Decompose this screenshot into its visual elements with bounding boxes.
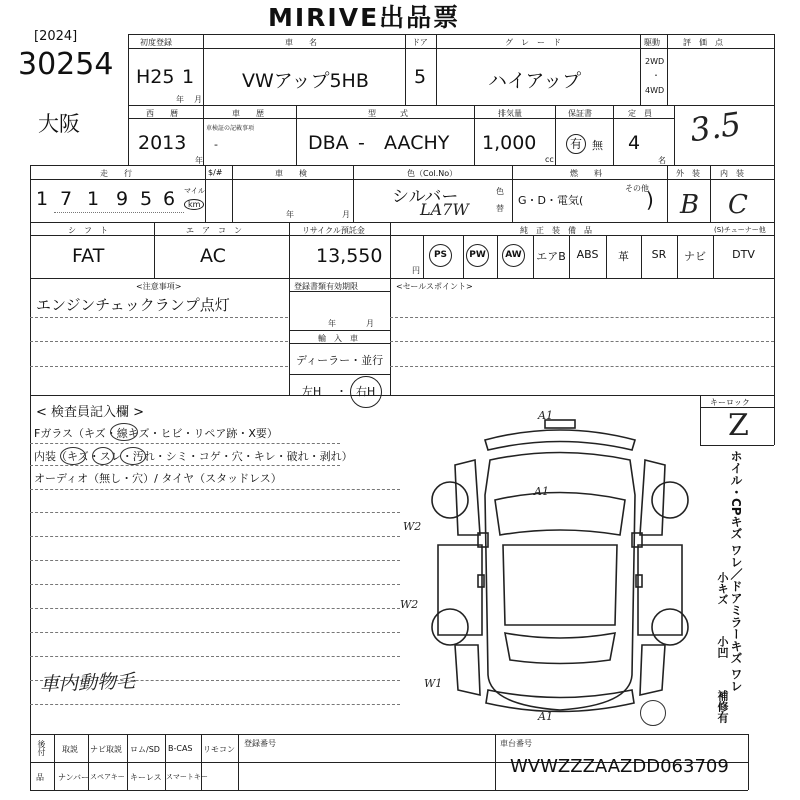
warranty-label: 保証書 — [568, 109, 592, 118]
score-value: 3.5 — [687, 104, 744, 150]
lot-number: 30254 — [18, 47, 114, 82]
equip-navi: ナビ — [684, 250, 706, 263]
model-dash: - — [358, 132, 365, 154]
damage-mark-hood: A1 — [534, 485, 549, 498]
inspector-line-1: Fガラス（キズ・線キズ・ヒビ・リペア跡・X要） — [34, 427, 278, 440]
footer-smart-key: スマートキー — [166, 773, 208, 781]
warranty-no: 無 — [592, 139, 603, 152]
damage-mark-left-rear: W2 — [400, 598, 419, 611]
footer-manual: 取説 — [62, 745, 78, 754]
grade-value: ハイアップ — [488, 70, 582, 92]
model-code: AACHY — [384, 132, 450, 154]
sheet-title: MIRIVE出品票 — [268, 3, 461, 32]
displacement-value: 1,000 — [482, 132, 537, 154]
km-unit: km — [184, 199, 204, 210]
tsuki-label: 月 — [194, 95, 202, 104]
mileage-digit-4: 9 — [116, 188, 129, 210]
extra-label: (S)チューナー他 — [714, 226, 766, 234]
fuel-options: G・D・電気( — [518, 194, 584, 207]
side-legend: ホイル・CPキズ ワレ／ドアミラーキズ ワレ — [729, 450, 743, 692]
mileage-digit-5: 5 — [140, 188, 153, 210]
fuel-close: ) — [646, 188, 654, 212]
score-label: 評 価 点 — [683, 38, 723, 47]
history-label: 車 歴 — [232, 109, 264, 118]
mileage-digit-2: 7 — [60, 188, 73, 210]
history-note: 車検証の記載事項 — [206, 125, 255, 132]
car-name-label: 車 名 — [285, 38, 317, 47]
equip-airbag: エアB — [536, 250, 566, 263]
recycle-label: リサイクル預託金 — [302, 226, 365, 235]
import-dealer: ディーラー・並行 — [296, 354, 384, 367]
doors-label: ドア — [412, 38, 428, 47]
import-label: 輸 入 車 — [318, 334, 358, 343]
shift-value: FAT — [72, 245, 105, 267]
footer-remote: リモコン — [203, 745, 235, 754]
handle-dot: ・ — [336, 385, 347, 398]
inspector-label: < 検査員記入欄 > — [36, 405, 145, 420]
damage-mark-rear-bumper: A1 — [538, 710, 553, 723]
exterior-grade: B — [680, 190, 700, 220]
history-value: - — [214, 138, 218, 151]
shift-label: シ フ ト — [68, 226, 108, 235]
footer-tag-2: 品 — [36, 773, 44, 782]
footer-spare-key: スペアキー — [90, 773, 125, 781]
grade-label: グ レ ー ド — [505, 38, 561, 47]
equip-dtv: DTV — [732, 248, 755, 261]
mileage-label: 走 行 — [100, 169, 132, 178]
handle-right: 右H — [356, 385, 376, 398]
mileage-digit-3: 1 — [87, 188, 100, 210]
key-lock-label: キーロック — [710, 398, 750, 407]
capacity-value: 4 — [628, 132, 641, 154]
color-label: 色（Col.No） — [407, 169, 458, 178]
aircon-value: AC — [200, 245, 226, 267]
aircon-label: エ ア コ ン — [186, 226, 242, 235]
inspection-label: 車 検 — [275, 169, 307, 178]
car-damage-diagram — [400, 405, 720, 735]
seireki-year: 2013 — [138, 132, 187, 154]
genuine-label: 純 正 装 備 品 — [520, 226, 592, 235]
displacement-label: 排気量 — [498, 109, 522, 118]
meter-swap-label: $/# — [208, 168, 223, 177]
caution-text: エンジンチェックランプ点灯 — [36, 296, 230, 314]
side-legend-repaired: 補修有 — [716, 690, 729, 723]
equip-leather: 革 — [618, 250, 629, 263]
warranty-yes: 有 — [566, 134, 586, 154]
side-legend-small-dent: 小凹 — [716, 636, 729, 658]
equip-abs: ABS — [576, 248, 599, 261]
interior-label: 内 装 — [720, 169, 744, 178]
exterior-label: 外 装 — [676, 169, 700, 178]
seireki-label: 西 暦 — [146, 109, 178, 118]
era-year: H25 — [136, 66, 175, 88]
model-prefix: DBA — [308, 132, 349, 154]
mileage-digit-1: 1 — [36, 188, 49, 210]
car-name: VWアップ5HB — [242, 70, 369, 92]
equip-ps: PS — [429, 244, 452, 267]
year-badge: [2024] — [34, 29, 78, 44]
footer-navi-manual: ナビ取説 — [90, 745, 122, 754]
handwritten-note: 車内動物毛 — [39, 670, 136, 696]
sales-point-label: <セールスポイント> — [396, 282, 473, 291]
mileage-digit-6: 6 — [163, 188, 176, 210]
damage-mark-front-bumper: A1 — [538, 409, 553, 422]
equip-pw: PW — [466, 244, 489, 267]
mile-unit: マイル — [184, 187, 205, 195]
damage-mark-left-quarter: W1 — [424, 677, 443, 690]
chassis-number: WVWZZZAAZDD063709 — [510, 756, 729, 777]
capacity-label: 定 員 — [628, 109, 652, 118]
reg-month: 1 — [182, 66, 195, 88]
fuel-label: 燃 料 — [570, 169, 602, 178]
caution-label: <注意事項> — [136, 282, 182, 291]
footer-rom-sd: ロム/SD — [130, 745, 160, 754]
door-count: 5 — [414, 66, 427, 88]
reg-number-label: 登録番号 — [244, 739, 276, 748]
model-label: 型 式 — [368, 109, 408, 118]
nen-label: 年 — [176, 95, 184, 104]
footer-keyless: キーレス — [130, 773, 162, 782]
footer-bcas: B-CAS — [168, 744, 193, 753]
drive-2wd: 2WD — [645, 57, 665, 66]
reg-deadline-label: 登録書類有効期限 — [294, 282, 358, 291]
first-reg-label: 初度登録 — [140, 38, 172, 47]
damage-mark-left-front: W2 — [403, 520, 422, 533]
location: 大阪 — [38, 112, 80, 136]
inspector-line-3: オーディオ（無し・穴）/ タイヤ（スタッドレス） — [34, 472, 282, 485]
recycle-fee: 13,550 — [316, 245, 383, 267]
color-code: LA7W — [420, 200, 469, 219]
equip-sr: SR — [651, 248, 667, 261]
key-lock-mark: Z — [728, 408, 749, 443]
drive-label: 駆動 — [644, 38, 660, 47]
side-legend-small-scratch: 小キズ — [716, 572, 729, 605]
drive-4wd: 4WD — [645, 86, 665, 95]
inspector-line-2: 内装（キズ・スレ・汚れ・シミ・コゲ・穴・キレ・破れ・剥れ） — [34, 450, 353, 463]
footer-tag: 後付 — [37, 740, 46, 756]
handle-left: 左H — [302, 385, 322, 398]
footer-number: ナンバー — [58, 773, 90, 782]
interior-grade: C — [728, 190, 748, 220]
color-name: シルバー — [392, 187, 459, 207]
equip-aw: AW — [502, 244, 525, 267]
chassis-label: 車台番号 — [500, 739, 532, 748]
